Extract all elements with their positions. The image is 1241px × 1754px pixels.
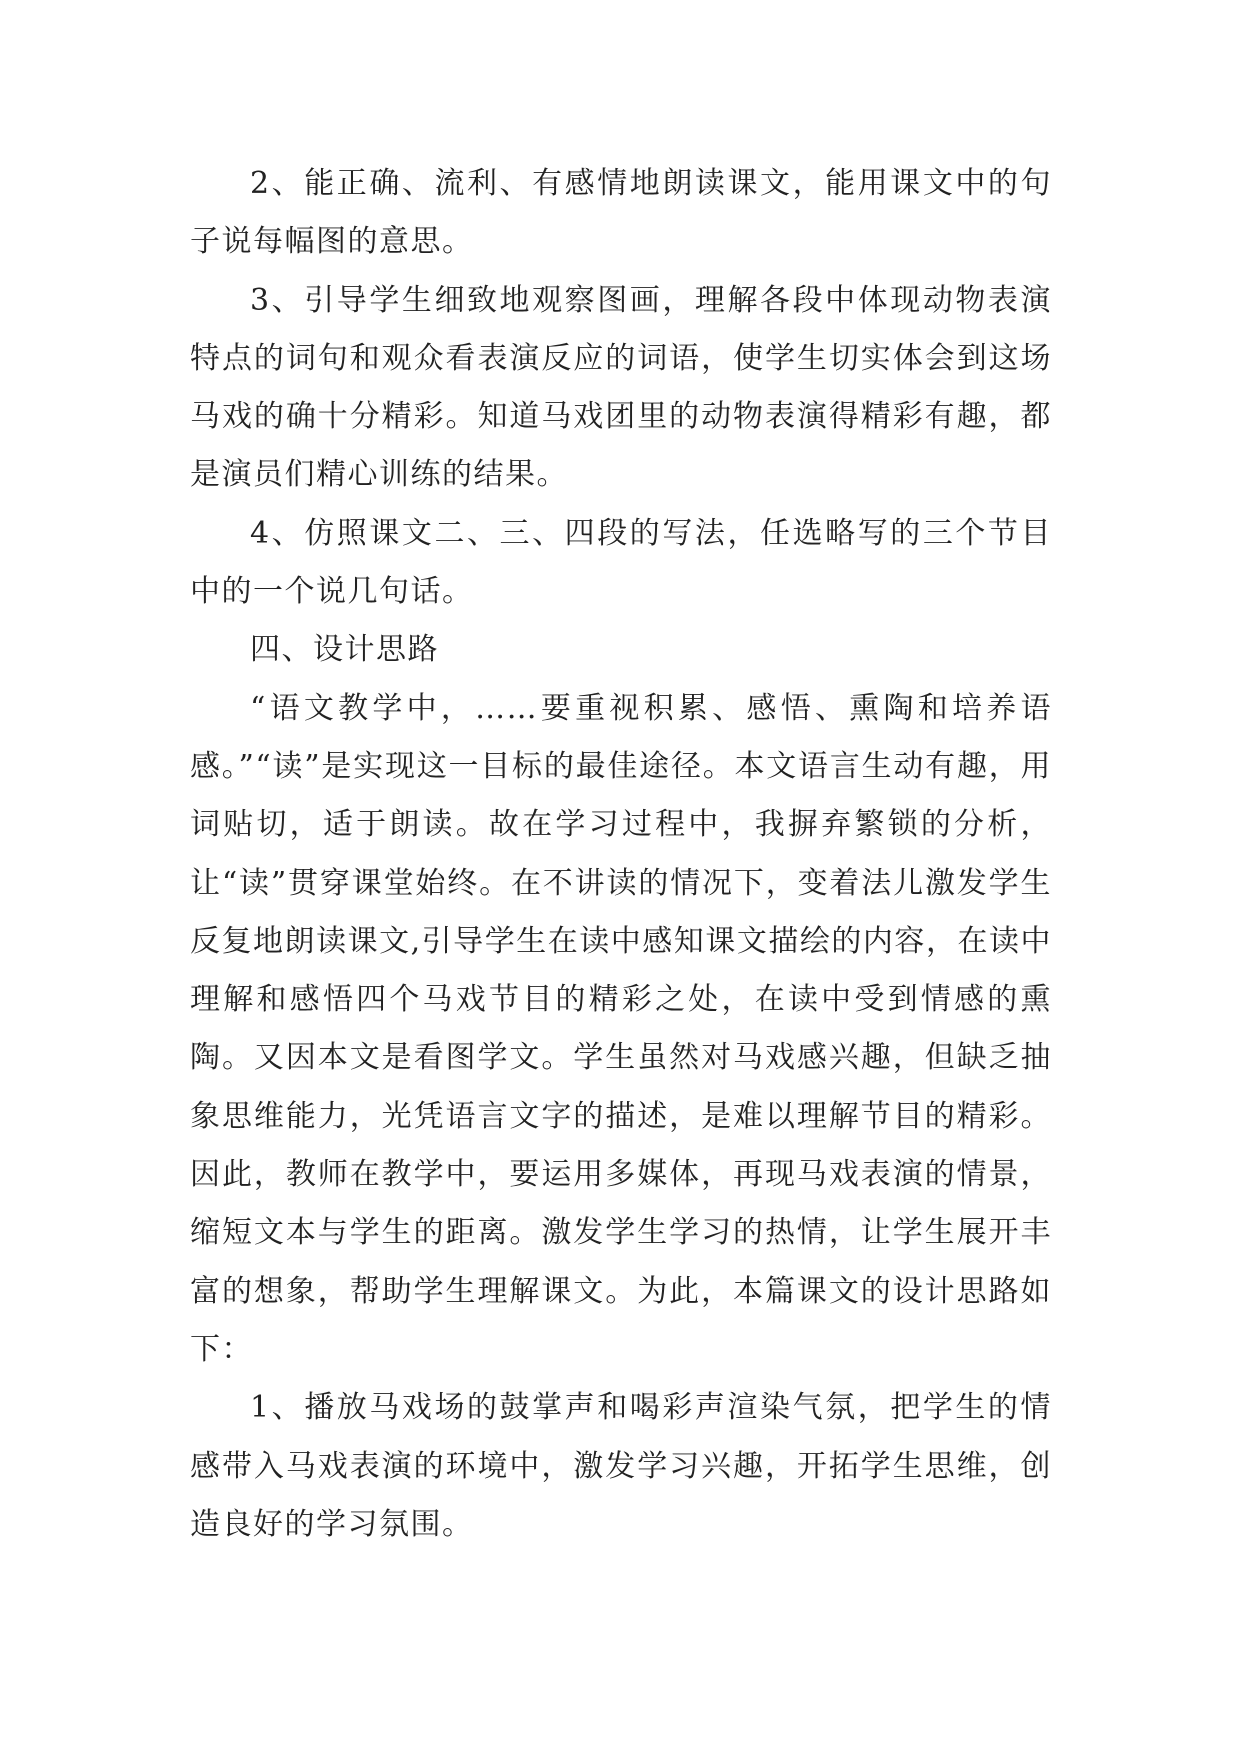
design-ideas-paragraph: “语文教学中，……要重视积累、感悟、熏陶和培养语感。”“读”是实现这一目标的最佳途径。本文语言生动有趣，用词贴切，适于朗读。故在学习过程中，我摒弃繁锁的分析，让“读”贯穿课堂始终。在不讲读的情况下，变着法儿激发学生反复地朗读课文,引导学生在读中感知课文描绘的内容，在读中理解和感悟四个马戏节目的精彩之处，在读中受到情感的熏陶。又因本文是看图学文。学生虽然对马戏感兴趣，但缺乏抽象思维能力，光凭语言文字的描述，是难以理解节目的精彩。因此，教师在教学中，要运用多媒体，再现马戏表演的情景，缩短文本与学生的距离。激发学生学习的热情，让学生展开丰富的想象，帮助学生理解课文。为此，本篇课文的设计思路如下： bbox=[190, 690, 1052, 1367]
objective-3-paragraph: 3、引导学生细致地观察图画，理解各段中体现动物表演特点的词句和观众看表演反应的词语，使学生切实体会到这场马戏的确十分精彩。知道马戏团里的动物表演得精彩有趣，都是演员们精心训练的结果。 bbox=[190, 282, 1052, 493]
document-body bbox=[190, 155, 1052, 1554]
objective-2-paragraph: 2、能正确、流利、有感情地朗读课文，能用课文中的句子说每幅图的意思。 bbox=[190, 166, 1052, 260]
objective-4-paragraph: 4、仿照课文二、三、四段的写法，任选略写的三个节目中的一个说几句话。 bbox=[190, 515, 1052, 610]
section-heading-design-ideas: 四、设计思路 bbox=[250, 632, 439, 668]
design-step-1-paragraph: 1、播放马戏场的鼓掌声和喝彩声渲染气氛，把学生的情感带入马戏表演的环境中，激发学习兴趣，开拓学生思维，创造良好的学习氛围。 bbox=[190, 1390, 1052, 1542]
